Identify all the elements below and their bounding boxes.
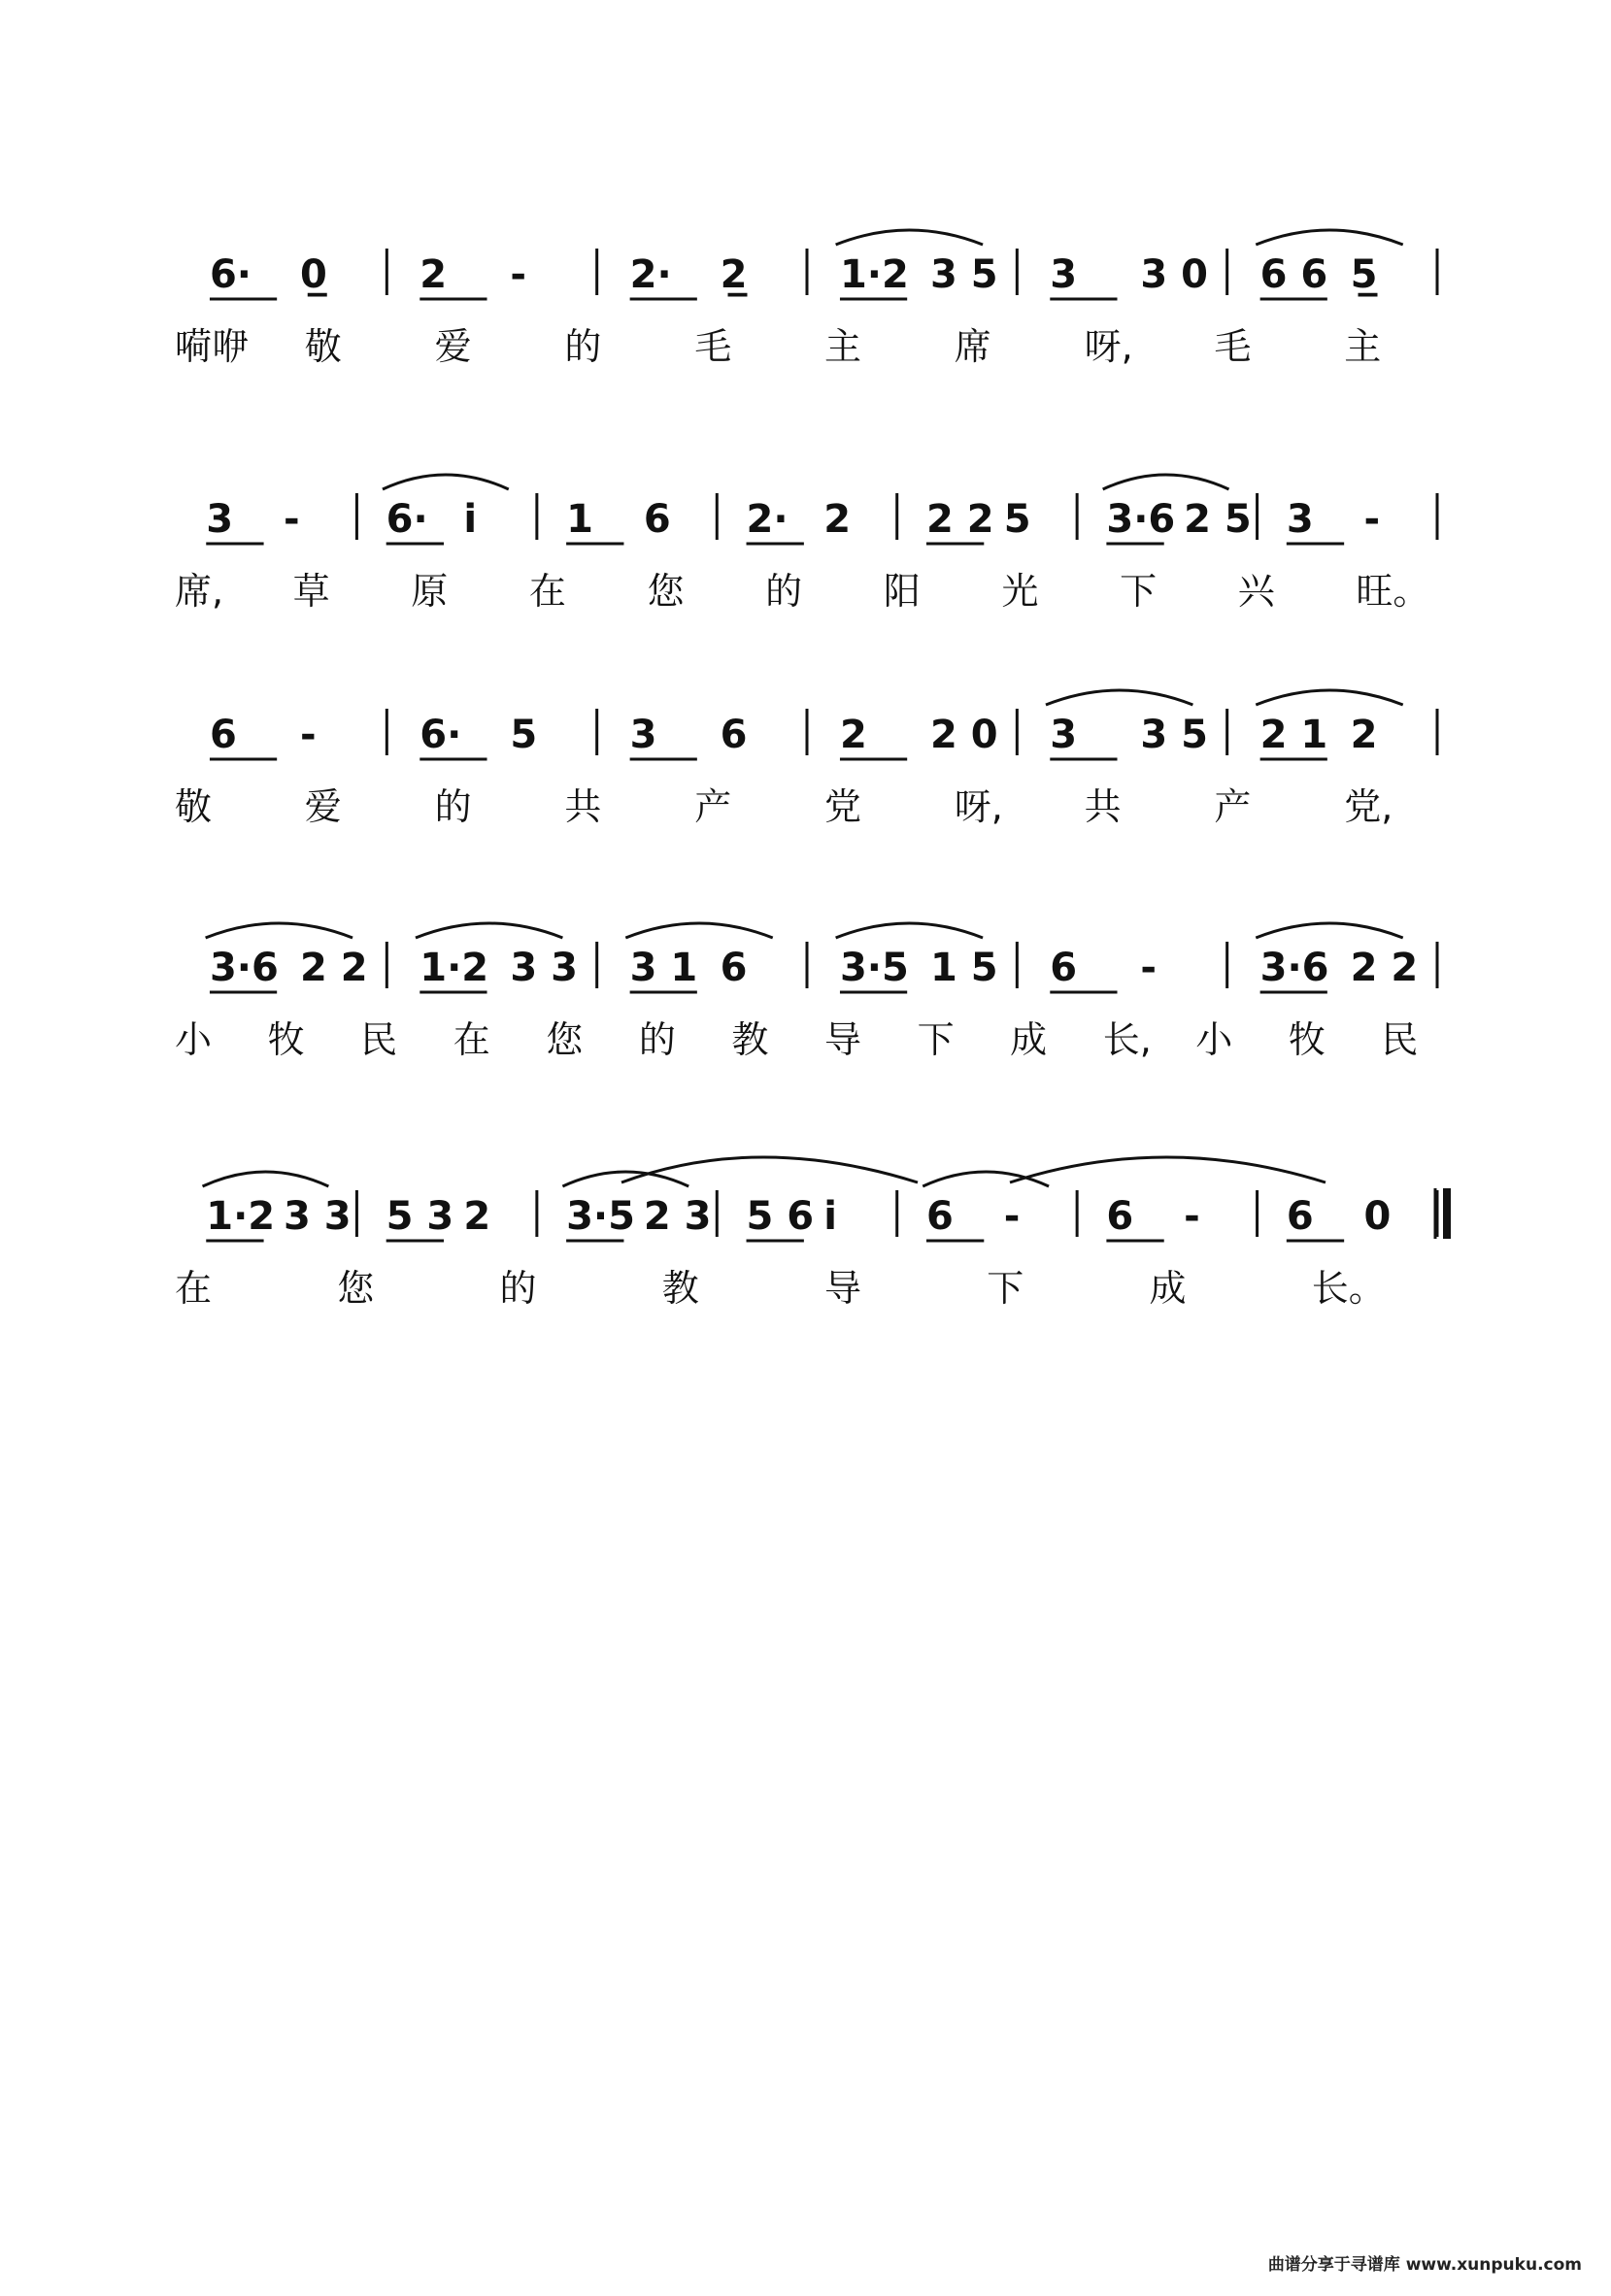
lyric-syllable: 原 (411, 570, 449, 613)
lyric-syllable: 爱 (434, 325, 472, 368)
lyric-syllable: 下 (987, 1267, 1024, 1310)
note-group: 5̲ (1350, 252, 1378, 297)
note-group: 2 1 (1259, 713, 1328, 757)
note-group: 3 5 (1140, 713, 1208, 757)
note-group: 6 (209, 713, 237, 757)
note-group: 2· (746, 497, 789, 542)
note-group: 5 (1003, 497, 1031, 542)
note-group: - (1003, 1194, 1021, 1239)
note-group: 2 (1350, 713, 1378, 757)
note-group: 2 (463, 1194, 491, 1239)
lyric-syllable: 下 (917, 1018, 955, 1061)
lyric-syllable: 下 (1120, 570, 1158, 613)
lyric-syllable: 成 (1149, 1267, 1187, 1310)
note-group: 2 2 (299, 946, 368, 990)
note-group: 6 (643, 497, 671, 542)
lyric-syllable: 您 (337, 1267, 375, 1310)
note-group: 3 0 (1140, 252, 1208, 297)
lyric-syllable: 牧 (267, 1018, 305, 1061)
note-group: 3 (1050, 252, 1078, 297)
note-group: 1·2 (839, 252, 909, 297)
lyric-syllable: 席, (175, 570, 224, 613)
note-group: 2 5 (1184, 497, 1252, 542)
note-group: 0̲ (299, 252, 327, 297)
note-group: 3·6 (1259, 946, 1329, 990)
lyric-syllable: 教 (661, 1267, 699, 1310)
note-group: 6 6 (1259, 252, 1328, 297)
lyric-syllable: 呀, (954, 785, 1003, 828)
lyric-syllable: 导 (824, 1267, 862, 1310)
lyric-syllable: 党, (1344, 785, 1393, 828)
note-group: 3 (1050, 713, 1078, 757)
lyric-syllable: 嗬咿 (175, 325, 250, 368)
note-group: 3 (206, 497, 234, 542)
slur-arc (836, 230, 983, 245)
note-group: 5 3 (386, 1194, 454, 1239)
lyric-syllable: 长。 (1311, 1267, 1386, 1310)
lyric-syllable: 旺。 (1356, 570, 1430, 613)
slur-arc (206, 923, 352, 938)
note-group: 5 (510, 713, 538, 757)
slur-arc (1046, 690, 1192, 705)
note-group: 2 2 (925, 497, 994, 542)
note-group: 3 3 (510, 946, 578, 990)
note-group: 0 (1363, 1194, 1392, 1239)
note-group: 1 5 (929, 946, 998, 990)
lyric-syllable: 毛 (694, 325, 732, 368)
slur-arc (836, 923, 983, 938)
note-group: i (463, 497, 478, 542)
lyric-syllable: 在 (175, 1267, 213, 1310)
slur-arc (1256, 690, 1402, 705)
lyric-syllable: 您 (546, 1018, 584, 1061)
note-group: 3·5 (839, 946, 909, 990)
lyric-syllable: 呀, (1084, 325, 1133, 368)
note-group: 6 (1106, 1194, 1134, 1239)
note-group: 6 (720, 713, 748, 757)
lyric-syllable: 敬 (304, 325, 342, 368)
note-group: 6· (209, 252, 252, 297)
lyric-syllable: 小 (1195, 1018, 1233, 1061)
note-group: 2· (629, 252, 672, 297)
slur-arc (1103, 475, 1229, 489)
note-group: 6 (1050, 946, 1078, 990)
tie-arc (1010, 1157, 1326, 1182)
note-group: 6 (1286, 1194, 1314, 1239)
lyric-syllable: 在 (528, 570, 566, 613)
note-group: 6 (925, 1194, 954, 1239)
lyric-syllable: 产 (1214, 785, 1252, 828)
lyric-syllable: 阳 (883, 570, 921, 613)
lyric-syllable: 牧 (1288, 1018, 1326, 1061)
slur-arc (562, 1172, 688, 1186)
lyric-syllable: 敬 (175, 785, 213, 828)
lyric-syllable: 民 (1381, 1018, 1419, 1061)
slur-arc (923, 1172, 1049, 1186)
lyric-syllable: 民 (360, 1018, 398, 1061)
lyric-syllable: 主 (1344, 325, 1382, 368)
lyric-syllable: 成 (1010, 1018, 1048, 1061)
note-group: 2̲ (720, 252, 748, 297)
note-group: - (1363, 497, 1381, 542)
lyric-syllable: 的 (499, 1267, 537, 1310)
note-group: 2 (839, 713, 867, 757)
lyric-syllable: 的 (434, 785, 472, 828)
note-group: 3·5 (566, 1194, 635, 1239)
note-group: 6· (386, 497, 428, 542)
lyric-syllable: 党 (824, 785, 862, 828)
lyric-syllable: 毛 (1214, 325, 1252, 368)
lyric-syllable: 光 (1001, 570, 1039, 613)
note-group: 3 5 (929, 252, 998, 297)
lyric-syllable: 主 (824, 325, 862, 368)
lyric-syllable: 长, (1102, 1018, 1152, 1061)
note-group: i (823, 1194, 837, 1239)
lyric-syllable: 爱 (304, 785, 342, 828)
lyric-syllable: 导 (824, 1018, 862, 1061)
slur-arc (625, 923, 772, 938)
note-group: - (299, 713, 317, 757)
lyric-syllable: 草 (292, 570, 330, 613)
footer-watermark: 曲谱分享于寻谱库 www.xunpuku.com (1267, 2255, 1582, 2275)
lyric-syllable: 教 (731, 1018, 769, 1061)
note-group: - (510, 252, 526, 297)
note-group: 3 (629, 713, 657, 757)
slur-arc (203, 1172, 329, 1186)
note-group: 3 1 (629, 946, 698, 990)
note-group: 3·6 (209, 946, 279, 990)
note-group: 2 (420, 252, 448, 297)
note-group: 1 (566, 497, 593, 542)
note-group: 2 2 (1350, 946, 1419, 990)
lyric-syllable: 的 (765, 570, 803, 613)
lyric-syllable: 产 (694, 785, 732, 828)
note-group: - (1140, 946, 1157, 990)
note-group: 3 (1286, 497, 1314, 542)
lyric-syllable: 您 (647, 570, 685, 613)
note-group: 2 3 (643, 1194, 712, 1239)
lyric-syllable: 的 (638, 1018, 676, 1061)
slur-arc (383, 475, 509, 489)
note-group: - (1184, 1194, 1200, 1239)
slur-arc (416, 923, 562, 938)
note-group: 1·2 (206, 1194, 276, 1239)
lyric-syllable: 共 (1084, 785, 1122, 828)
lyric-syllable: 小 (175, 1018, 213, 1061)
note-group: 2 0 (929, 713, 998, 757)
note-group: 1·2 (420, 946, 489, 990)
lyric-syllable: 兴 (1237, 570, 1275, 613)
slur-arc (1256, 923, 1402, 938)
note-group: 3·6 (1106, 497, 1176, 542)
lyric-syllable: 席 (954, 325, 991, 368)
lyric-syllable: 在 (453, 1018, 490, 1061)
note-group: 6 (720, 946, 748, 990)
note-group: 2 (823, 497, 852, 542)
slur-arc (1256, 230, 1402, 245)
note-group: 6· (420, 713, 462, 757)
lyric-syllable: 的 (564, 325, 602, 368)
note-group: 3 3 (283, 1194, 352, 1239)
note-group: - (283, 497, 300, 542)
note-group: 5 6 (746, 1194, 815, 1239)
lyric-syllable: 共 (564, 785, 602, 828)
